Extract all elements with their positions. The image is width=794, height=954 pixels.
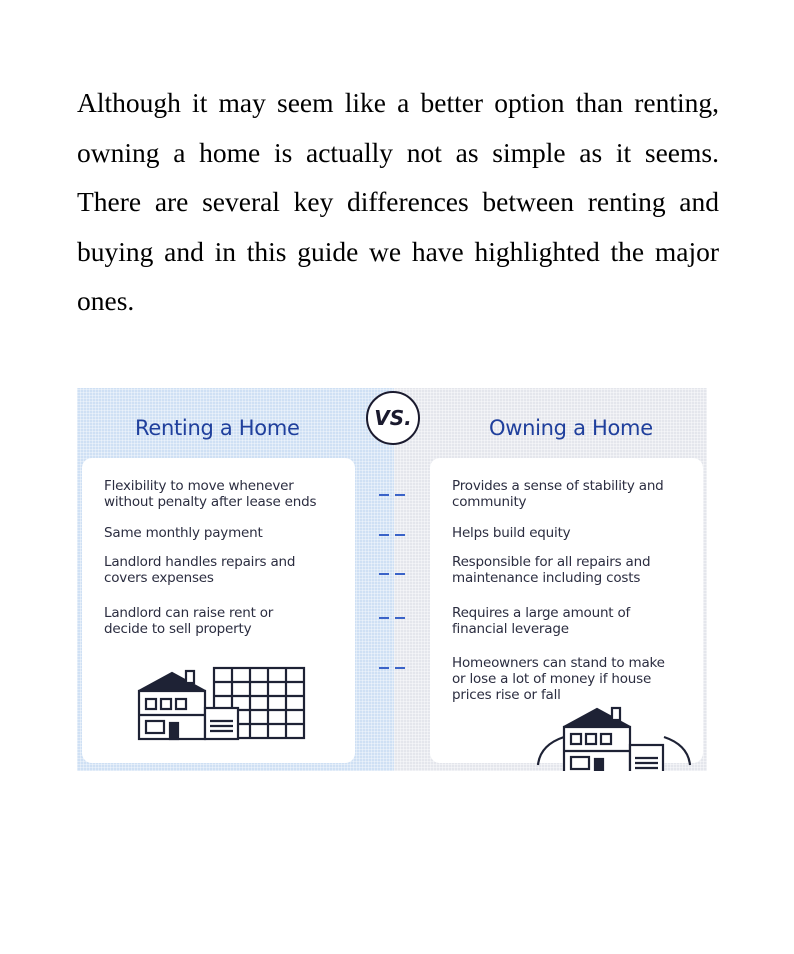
connector-dash xyxy=(379,573,405,575)
owning-heading: Owning a Home xyxy=(489,416,653,440)
owning-item: Homeowners can stand to make or lose a lot of money if house prices rise or fall xyxy=(452,655,665,703)
owning-item: Requires a large amount of financial leverage xyxy=(452,605,631,637)
connector-dash xyxy=(379,617,405,619)
owning-item: Responsible for all repairs and maintenance including costs xyxy=(452,554,651,586)
renting-item: Landlord can raise rent or decide to sell property xyxy=(104,605,274,637)
renting-heading: Renting a Home xyxy=(135,416,300,440)
vs-badge: VS. xyxy=(366,391,420,445)
renting-item: Landlord handles repairs and covers expenses xyxy=(104,554,296,586)
renting-item: Flexibility to move whenever without penalty after lease ends xyxy=(104,478,317,510)
renting-item: Same monthly payment xyxy=(104,525,263,541)
house-icon xyxy=(534,705,694,771)
owning-item: Helps build equity xyxy=(452,525,571,541)
intro-paragraph: Although it may seem like a better option than renting, owning a home is actually not as simple as it seems. There are several key differences between renting and buying and in this guide we have highlighted the major ones. xyxy=(77,87,719,316)
connector-dash xyxy=(379,494,405,496)
connector-dash xyxy=(379,534,405,536)
rent-vs-own-infographic xyxy=(77,388,707,771)
apartment-building-icon xyxy=(134,663,309,743)
connector-dash xyxy=(379,667,405,669)
owning-card xyxy=(430,458,703,763)
owning-item: Provides a sense of stability and community xyxy=(452,478,664,510)
renting-card xyxy=(82,458,355,763)
